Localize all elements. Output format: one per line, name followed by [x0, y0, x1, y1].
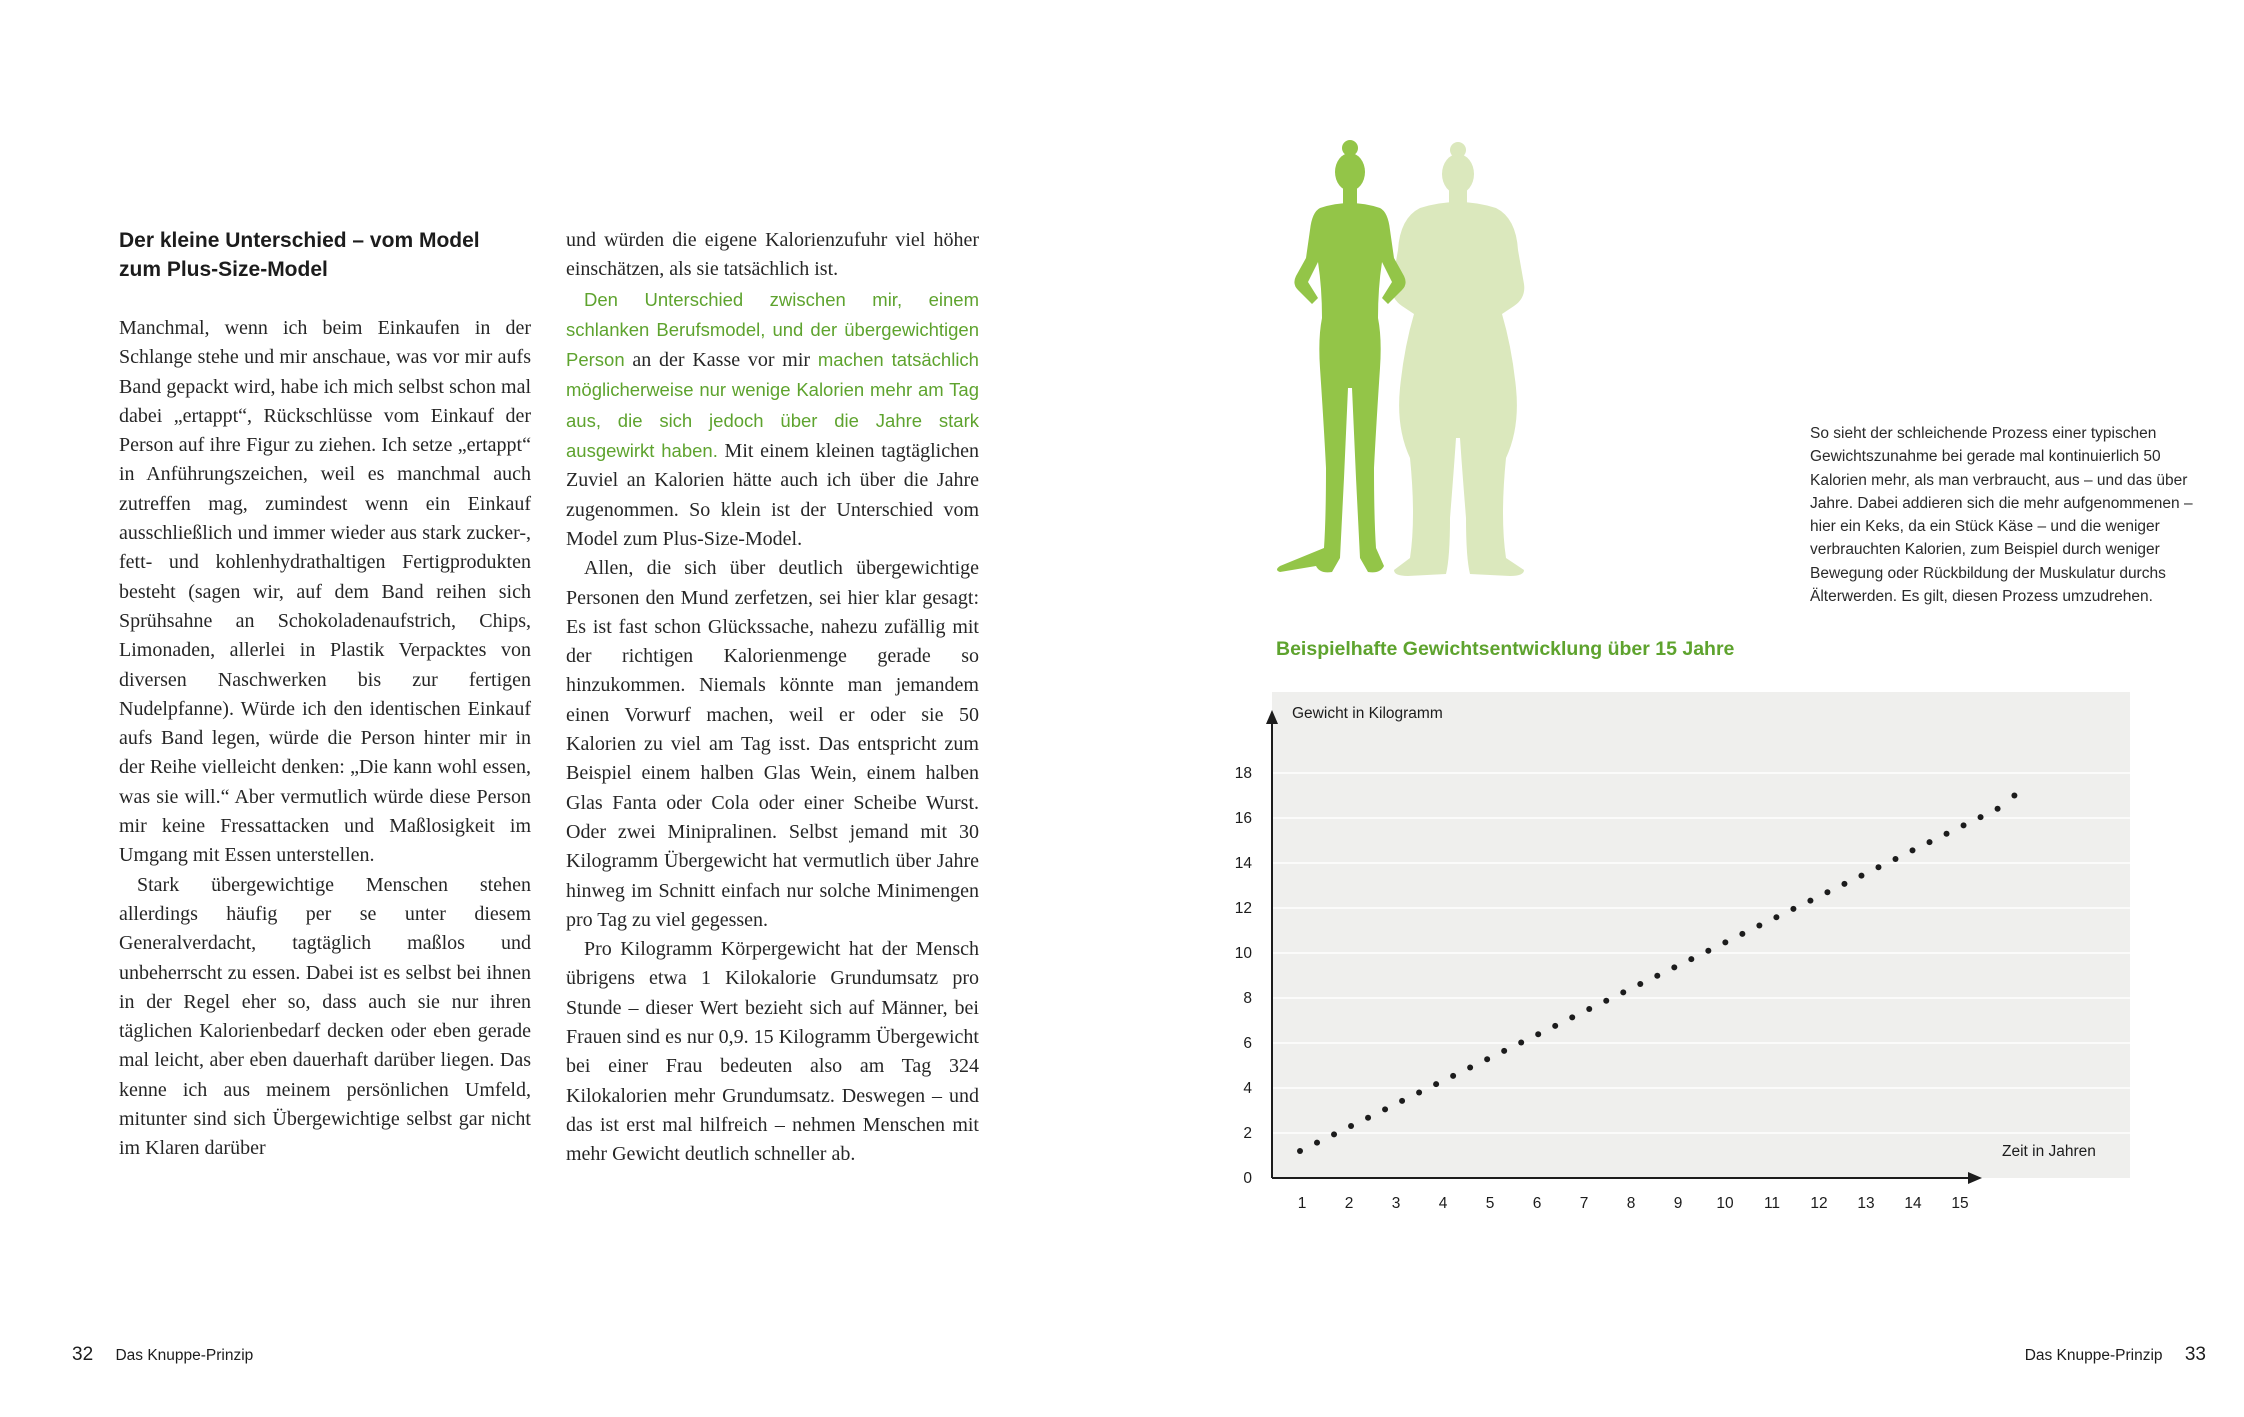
- data-point: [1910, 847, 1916, 853]
- data-point: [2011, 793, 2017, 799]
- page-number-right: 33: [2184, 1344, 2206, 1365]
- x-tick-label: 11: [1763, 1195, 1781, 1212]
- y-tick-label: 10: [1234, 945, 1252, 962]
- running-title-left: Das Knuppe-Prinzip: [115, 1347, 254, 1364]
- x-tick-label: 3: [1391, 1195, 1401, 1212]
- data-point: [1671, 964, 1677, 970]
- running-title-right: Das Knuppe-Prinzip: [2024, 1347, 2163, 1364]
- data-point: [1824, 889, 1830, 895]
- x-tick-label: 15: [1951, 1195, 1969, 1212]
- data-point: [1841, 881, 1847, 887]
- data-point: [1739, 931, 1745, 937]
- x-tick-label: 9: [1673, 1195, 1683, 1212]
- body-text: Mit einem kleinen tagtäglichen Zuviel an Kalorien hätte auch ich über die Jahre zugenommen. So klein ist der Unterschied vom Model zum Plus-Size-Model.: [566, 440, 979, 550]
- data-point: [1892, 856, 1898, 862]
- data-point: [1688, 956, 1694, 962]
- section-heading-line-1: Der kleine Unterschied – vom Model: [119, 229, 480, 252]
- data-point: [1535, 1031, 1541, 1037]
- y-axis-label: Gewicht in Kilogramm: [1292, 705, 1443, 722]
- x-tick-label: 13: [1857, 1195, 1875, 1212]
- weight-chart: [1220, 680, 2140, 1220]
- data-point: [1603, 998, 1609, 1004]
- data-point: [1944, 831, 1950, 837]
- data-point: [1586, 1006, 1592, 1012]
- page-number-left: 32: [72, 1344, 94, 1365]
- y-tick-label: 4: [1243, 1080, 1252, 1097]
- data-point: [1875, 864, 1881, 870]
- data-point: [1807, 898, 1813, 904]
- y-tick-label: 0: [1243, 1170, 1252, 1187]
- data-point: [1978, 814, 1984, 820]
- body-silhouettes-illustration: [1270, 138, 1530, 578]
- data-point: [1297, 1148, 1303, 1154]
- y-tick-label: 6: [1243, 1035, 1252, 1052]
- x-axis-ticks: [1298, 1195, 1969, 1212]
- x-tick-label: 14: [1904, 1195, 1922, 1212]
- data-point: [1995, 806, 2001, 812]
- data-point: [1450, 1073, 1456, 1079]
- slim-model-silhouette: [1277, 140, 1406, 572]
- section-heading-line-2: zum Plus-Size-Model: [119, 258, 328, 281]
- highlight-text: machen tatsächlich möglicherweise nur wenige Kalorien mehr am Tag aus, die sich jedoch über die Jahre stark ausgewirkt haben.: [566, 349, 979, 462]
- x-tick-label: 12: [1810, 1195, 1828, 1212]
- body-text: an der Kasse vor mir: [624, 349, 818, 372]
- data-point: [1552, 1023, 1558, 1029]
- body-column-left: [119, 314, 531, 1164]
- y-tick-label: 2: [1243, 1125, 1252, 1142]
- x-tick-label: 7: [1579, 1195, 1589, 1212]
- data-point: [1467, 1065, 1473, 1071]
- data-point: [1637, 981, 1643, 987]
- data-point: [1314, 1140, 1320, 1146]
- data-point: [1399, 1098, 1405, 1104]
- y-tick-label: 16: [1234, 810, 1252, 827]
- y-tick-label: 12: [1234, 900, 1252, 917]
- x-tick-label: 5: [1485, 1195, 1495, 1212]
- y-tick-label: 14: [1234, 855, 1252, 872]
- data-point: [1416, 1090, 1422, 1096]
- data-point: [1569, 1014, 1575, 1020]
- data-point: [1961, 822, 1967, 828]
- data-point: [1382, 1106, 1388, 1112]
- section-heading: [119, 226, 539, 284]
- body-paragraph: und würden die eigene Kalorienzufuhr viel höher einschätzen, als sie tatsächlich ist.: [566, 229, 979, 281]
- body-column-right: [566, 226, 979, 1170]
- data-point: [1348, 1123, 1354, 1129]
- data-point: [1756, 923, 1762, 929]
- chart-background: [1272, 692, 2130, 1178]
- plus-size-silhouette: [1392, 142, 1525, 576]
- x-tick-label: 1: [1297, 1195, 1307, 1212]
- data-point: [1331, 1131, 1337, 1137]
- y-tick-label: 18: [1234, 765, 1252, 782]
- chart-title: Beispielhafte Gewichtsentwicklung über 15 Jahre: [1276, 638, 1735, 660]
- x-tick-label: 6: [1532, 1195, 1542, 1212]
- body-paragraph: Pro Kilogramm Körpergewicht hat der Mensch übrigens etwa 1 Kilokalorie Grundumsatz pro Stunde – dieser Wert bezieht sich auf Männer, bei Frauen sind es nur 0,9. 15 Kilogramm Übergewicht bei einer Frau bedeuten also am Tag 324 Kilokalorien mehr Grundumsatz. Deswegen – und das ist erst mal hilfreich – nehmen Menschen mit mehr Gewicht deutlich schneller ab.: [566, 938, 979, 1166]
- data-point: [1518, 1040, 1524, 1046]
- data-point: [1722, 939, 1728, 945]
- x-tick-label: 2: [1344, 1195, 1354, 1212]
- data-point: [1365, 1115, 1371, 1121]
- data-point: [1773, 914, 1779, 920]
- body-paragraph-highlighted: [566, 285, 979, 555]
- data-point: [1484, 1056, 1490, 1062]
- highlight-text: Den Unterschied zwischen mir, einem schlanken Berufsmodel, und der übergewichtigen Person: [566, 288, 979, 371]
- x-tick-label: 4: [1438, 1195, 1448, 1212]
- data-point: [1501, 1048, 1507, 1054]
- body-paragraph: Allen, die sich über deutlich übergewichtige Personen den Mund zerfetzen, sei hier klar gesagt: Es ist fast schon Glückssache, nahezu zufällig mit der richtigen Kalorienmenge gerade so hinzukommen. Niemals könnte man jemandem einen Vorwurf machen, weil er oder sie 50 Kalorien zu viel am Tag isst. Das entspricht zum Beispiel einem halben Glas Wein, einem halben Glas Fanta oder Cola oder einer Scheibe Wurst. Oder zwei Minipralinen. Selbst jemand mit 30 Kilogramm Übergewicht hat vermutlich über Jahre hinweg im Schnitt einfach nur solche Minimengen pro Tag zu viel gegessen.: [566, 557, 979, 931]
- data-point: [1620, 989, 1626, 995]
- data-point: [1927, 839, 1933, 845]
- x-tick-label: 10: [1716, 1195, 1734, 1212]
- data-point: [1858, 873, 1864, 879]
- footer-left: [72, 1344, 253, 1366]
- figure-caption: So sieht der schleichende Prozess einer typischen Gewichtszunahme bei gerade mal kontinuierlich 50 Kalorien mehr, als man verbraucht, aus – und das über Jahre. Dabei addieren sich die mehr aufgenommenen – hier ein Keks, da ein Stück Käse – und die weniger verbrauchten Kalorien, zum Beispiel durch weniger Bewegung oder Rückbildung der Muskulatur durchs Älterwerden. Es gilt, diesen Prozess umzudrehen.: [1810, 425, 2193, 606]
- data-point: [1654, 973, 1660, 979]
- body-paragraph: Stark übergewichtige Menschen stehen allerdings häufig per se unter diesem Generalverdacht, tagtäglich maßlos und unbeherrscht zu essen. Dabei ist es selbst bei ihnen in der Regel eher so, dass auch sie nur ihren täglichen Kalorienbedarf decken oder eben gerade mal leicht, aber eben dauerhaft darüber liegen. Das kenne ich aus meinem persönlichen Umfeld, mitunter sind sich Übergewichtige selbst gar nicht im Klaren darüber: [119, 873, 531, 1160]
- body-paragraph: Manchmal, wenn ich beim Einkaufen in der Schlange stehe und mir anschaue, was vor mir aufs Band gepackt wird, habe ich mich selbst schon mal dabei „ertappt“, Rückschlüsse vom Einkauf der Person auf ihre Figur zu ziehen. Ich setze „ertappt“ in Anführungszeichen, weil es manchmal auch zutreffen mag, zumindest wenn ein Einkauf ausschließlich und immer wieder aus stark zucker-, fett- und kohlenhydrathaltigen Fertigprodukten besteht (sagen wir, auf dem Band reihen sich Sprühsahne an Schokoladenaufstrich, Chips, Limonaden, allerlei in Plastik Verpacktes von diversen Naschwerken bis zur fertigen Nudelpfanne). Würde ich den identischen Einkauf aufs Band legen, würde die Person hinter mir in der Reihe vielleicht denken: „Die kann wohl essen, was sie will.“ Aber vermutlich würde diese Person mir keine Fressattacken und Maßlosigkeit im Umgang mit Essen unterstellen.: [119, 317, 531, 867]
- data-point: [1433, 1081, 1439, 1087]
- data-point: [1705, 948, 1711, 954]
- footer-right: [2025, 1344, 2206, 1366]
- x-axis-label: Zeit in Jahren: [2002, 1143, 2096, 1160]
- data-point: [1790, 906, 1796, 912]
- x-tick-label: 8: [1626, 1195, 1636, 1212]
- y-tick-label: 8: [1243, 990, 1252, 1007]
